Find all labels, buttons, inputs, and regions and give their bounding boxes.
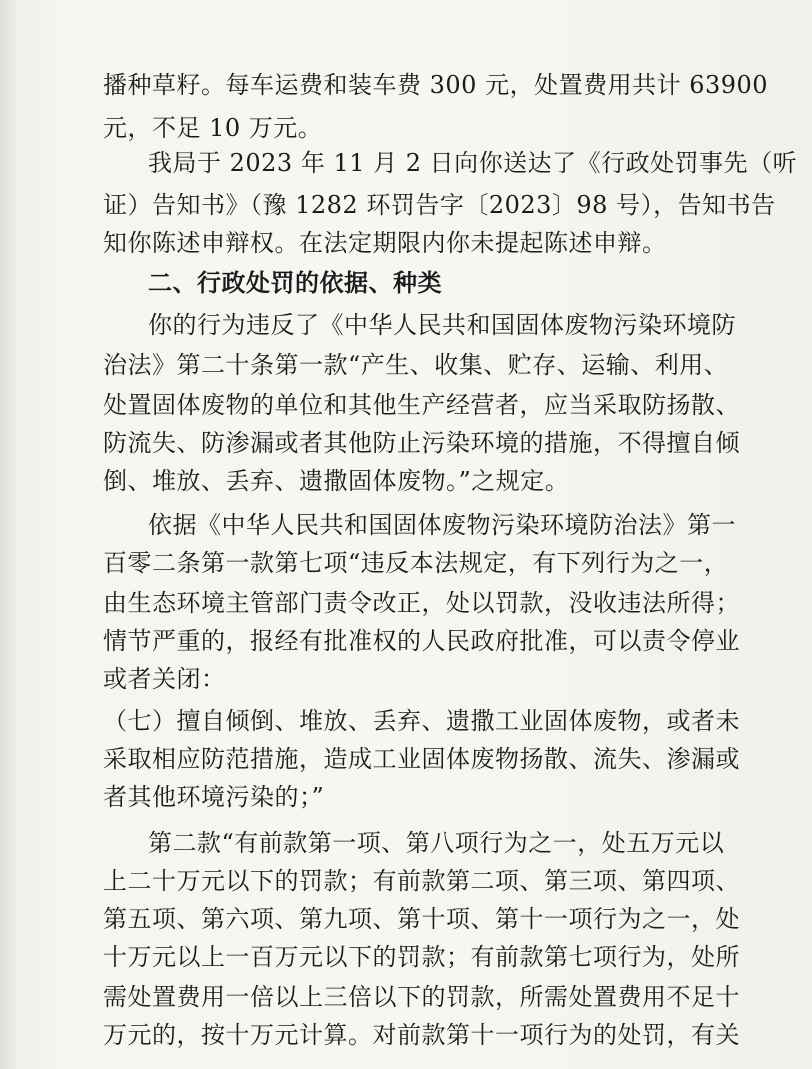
- text-line-13: 百零二条第一款第七项“违反本法规定，有下列行为之一，: [103, 549, 729, 577]
- text-line-22: 第五项、第六项、第九项、第十项、第十一项行为之一，处: [103, 905, 740, 933]
- text-line-15: 情节严重的，报经有批准权的人民政府批准，可以责令停业: [103, 627, 740, 655]
- text-line-21: 上二十万元以下的罚款；有前款第二项、第三项、第四项、: [103, 867, 740, 895]
- text-line-16: 或者关闭：: [103, 665, 226, 693]
- text-line-20: 第二款“有前款第一项、第八项行为之一，处五万元以: [148, 829, 725, 857]
- text-line-19: 者其他环境污染的；”: [103, 783, 325, 811]
- text-line-8: 治法》第二十条第一款“产生、收集、贮存、运输、利用、: [103, 351, 729, 379]
- text-line-25: 万元的，按十万元计算。对前款第十一项行为的处罚，有关: [103, 1021, 740, 1049]
- text-line-18: 采取相应防范措施，造成工业固体废物扬散、流失、渗漏或: [103, 745, 740, 773]
- text-line-9: 处置固体废物的单位和其他生产经营者，应当采取防扬散、: [103, 391, 740, 419]
- text-line-17: （七）擅自倾倒、堆放、丢弃、遗撒工业固体废物，或者未: [103, 707, 740, 735]
- text-line-10: 防流失、防渗漏或者其他防止污染环境的措施，不得擅自倾: [103, 429, 740, 457]
- text-line-14: 由生态环境主管部门责令改正，处以罚款，没收违法所得；: [103, 589, 740, 617]
- text-line-23: 十万元以上一百万元以下的罚款；有前款第七项行为，处所: [103, 943, 740, 971]
- page-edge-shadow: [0, 0, 18, 1069]
- section-heading: 二、行政处罚的依据、种类: [148, 269, 442, 297]
- text-line-5: 知你陈述申辩权。在法定期限内你未提起陈述申辩。: [103, 229, 667, 257]
- text-line-24: 需处置费用一倍以上三倍以下的罚款，所需处置费用不足十: [103, 983, 740, 1011]
- text-line-2: 元，不足 10 万元。: [103, 114, 323, 142]
- text-line-1: 播种草籽。每车运费和装车费 300 元，处置费用共计 63900: [103, 71, 769, 99]
- text-line-12: 依据《中华人民共和国固体废物污染环境防治法》第一: [148, 511, 736, 539]
- text-line-11: 倒、堆放、丢弃、遗撒固体废物。”之规定。: [103, 467, 570, 495]
- text-line-7: 你的行为违反了《中华人民共和国固体废物污染环境防: [148, 311, 736, 339]
- text-line-3: 我局于 2023 年 11 月 2 日向你送达了《行政处罚事先（听: [148, 149, 798, 177]
- text-line-4: 证）告知书》（豫 1282 环罚告字〔2023〕98 号），告知书告: [103, 191, 776, 219]
